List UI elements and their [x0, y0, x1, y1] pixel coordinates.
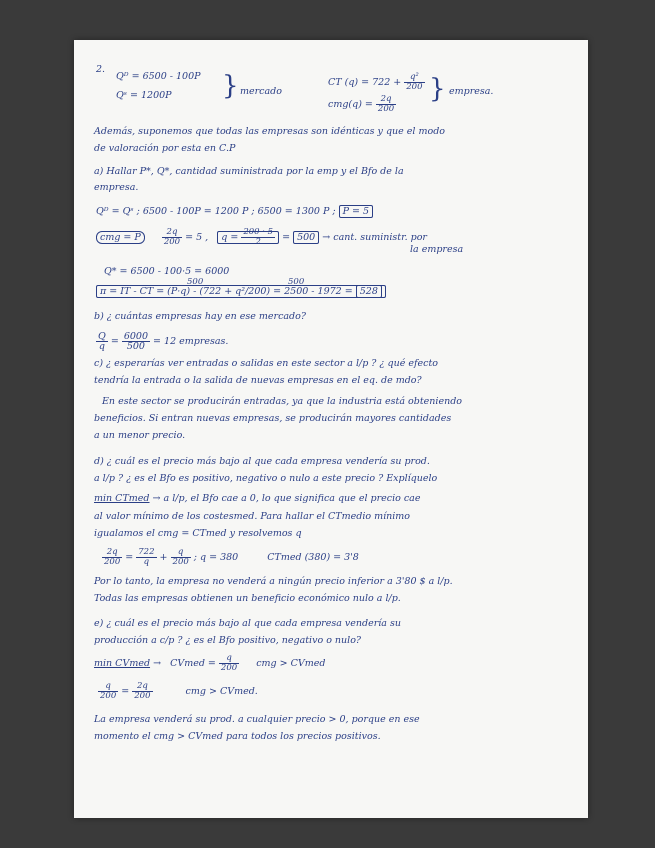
answer-d-line-1: → a l/p, el Bfo cae a 0, lo que significa que el precio cae [149, 493, 421, 504]
question-e-line-1: e) ¿ cuál es el precio más bajo al que cada empresa vendería su [94, 618, 401, 629]
cost-fraction: $\frac{\text{q²}}{200}$ [406, 72, 423, 92]
number-of-firms: = 12 empresas. [153, 336, 229, 347]
supply-equation: Qˢ = 1200P [116, 90, 172, 101]
quantity-box: q = $\frac{200 \cdot 5}{2}$ [217, 231, 279, 244]
demand-equation: Qᴰ = 6500 - 100P [116, 71, 201, 82]
equals-sign: = [121, 686, 130, 697]
right-brace-icon: } [429, 74, 446, 104]
equals-sign: = [282, 232, 291, 243]
fraction-q-200: $\frac{q}{200}$ [172, 547, 189, 567]
cmg-cvmed-note: cmg > CVmed. [185, 686, 258, 697]
fraction-q-200: $\frac{q}{200}$ [220, 653, 238, 673]
equals-sign: = [110, 336, 119, 347]
answer-c-line-1: En este sector se producirán entradas, ya que la industria está obteniendo [102, 396, 462, 407]
answer-d-line-3: igualamos el cmg = CTmed y resolvemos q [94, 528, 302, 539]
intro-line-2: de valoración por esta en C.P [94, 143, 236, 154]
cmg-equals-p: cmg = P [96, 231, 145, 244]
question-a-line-2: empresa. [94, 182, 139, 193]
fraction-2q-200: $\frac{2q}{200}$ [104, 547, 121, 567]
equilibrium-quantity: Q* = 6500 - 100·5 = 6000 [104, 266, 230, 277]
fraction-q-200: $\frac{q}{200}$ [100, 681, 117, 701]
answer-d-line-4: Por lo tanto, la empresa no venderá a ningún precio inferior a 3'80 $ a l/p. [94, 576, 453, 587]
fraction-Q-q: $\frac{Q}{q}$ [98, 331, 106, 352]
cost-function: CT (q) = 722 + [328, 77, 402, 88]
question-a-line-1: a) Hallar P*, Q*, cantidad suministrada por la emp y el Bfo de la [94, 166, 404, 177]
notebook-page [74, 40, 588, 818]
intro-line-1: Además, suponemos que todas las empresas son idénticas y que el modo [94, 126, 445, 137]
right-brace-icon: } [222, 71, 239, 101]
question-b: b) ¿ cuántas empresas hay en ese mercado? [94, 311, 306, 322]
cvmed-label: CVmed = [170, 658, 216, 669]
ctmed-value: CTmed (380) = 3'8 [267, 552, 359, 563]
superscript-500-b: 500 [288, 277, 305, 287]
question-c-line-2: tendría la entrada o la salida de nuevas empresas en el eq. de mdo? [94, 375, 422, 386]
question-d-line-2: a l/p ? ¿ es el Bfo es positivo, negativo o nulo a este precio ? Explíquelo [94, 473, 438, 484]
market-label: mercado [240, 86, 282, 97]
equilibrium-price-box: P = 5 [339, 205, 373, 218]
answer-c-line-3: a un menor precio. [94, 430, 186, 441]
firm-quantity-box: 500 [293, 231, 319, 244]
marginal-cost-function: cmg(q) = [328, 99, 373, 110]
equilibrium-equation: Qᴰ = Qˢ ; 6500 - 100P = 1200 P ; 6500 = 1300 P ; [96, 206, 336, 217]
profit-box: π = IT - CT = (P·q) - (722 + q²/200) = 2500 - 1972 = 528 [96, 285, 386, 298]
cmg-greater-cvmed: cmg > CVmed [256, 658, 326, 669]
firm-label: empresa. [449, 86, 494, 97]
exercise-number: 2. [96, 64, 106, 75]
marginal-cost-fraction: $\frac{2q}{200}$ [377, 94, 395, 114]
fraction-2q-200: $\frac{2q}{200}$ [134, 681, 151, 701]
equals-five: = 5 , [185, 232, 209, 243]
answer-e-line-2: momento el cmg > CVmed para todos los precios positivos. [94, 731, 381, 742]
min-cvmed-label: min CVmed [94, 658, 151, 669]
fraction-2q-200: $\frac{2q}{200}$ [163, 227, 181, 247]
equals-sign: = [125, 552, 134, 563]
question-e-line-2: producción a c/p ? ¿ es el Bfo positivo, negativo o nulo? [94, 635, 362, 646]
answer-c-line-2: beneficios. Si entran nuevas empresas, se producirán mayores cantidades [94, 413, 452, 424]
answer-d-line-5: Todas las empresas obtienen un beneficio económico nulo a l/p. [94, 593, 401, 604]
q-value: ; q = 380 [193, 552, 239, 563]
min-ctmed-label: min CTmed [94, 493, 150, 504]
answer-d-line-2: al valor mínimo de los costesmed. Para hallar el CTmedio mínimo [94, 511, 411, 522]
fraction-722-q: $\frac{722}{q}$ [138, 547, 155, 567]
plus-sign: + [159, 552, 168, 563]
fraction-6000-500: $\frac{6000}{500}$ [123, 331, 149, 352]
question-c-line-1: c) ¿ esperarías ver entradas o salidas en este sector a l/p ? ¿ qué efecto [94, 358, 438, 369]
quantity-note: → cant. suministr. por [322, 232, 427, 243]
arrow-right-icon: → [153, 658, 162, 669]
question-d-line-1: d) ¿ cuál es el precio más bajo al que cada empresa vendería su prod. [94, 456, 430, 467]
superscript-500: 500 [187, 277, 204, 287]
answer-e-line-1: La empresa venderá su prod. a cualquier precio > 0, porque en ese [94, 714, 420, 725]
quantity-note-2: la empresa [410, 244, 464, 255]
